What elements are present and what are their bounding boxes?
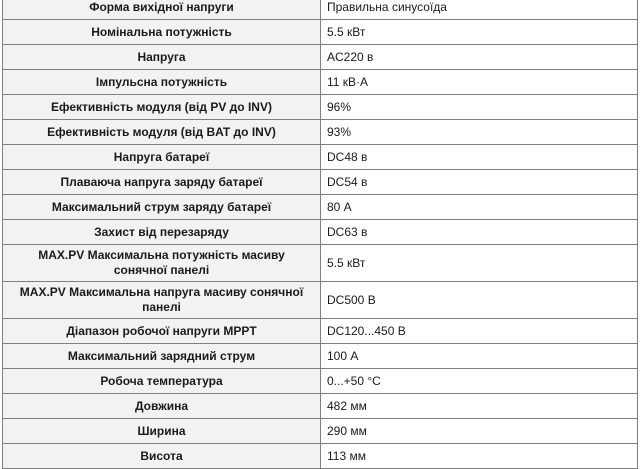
spec-value: 11 кВ·А (321, 70, 638, 95)
table-row (3, 0, 638, 20)
table-row (3, 95, 638, 120)
spec-value: 93% (321, 120, 638, 145)
table-row (3, 419, 638, 444)
table-row (3, 220, 638, 245)
table-row (3, 145, 638, 170)
spec-value: 100 А (321, 344, 638, 369)
table-row (3, 245, 638, 282)
spec-value: DC63 в (321, 220, 638, 245)
table-row (3, 444, 638, 469)
table-row (3, 319, 638, 344)
spec-label: Номінальна потужність (3, 20, 321, 45)
spec-value: 482 мм (321, 394, 638, 419)
spec-label: Ефективність модуля (від PV до INV) (3, 95, 321, 120)
spec-label: Ефективність модуля (від BAT до INV) (3, 120, 321, 145)
spec-value: 113 мм (321, 444, 638, 469)
spec-value: 290 мм (321, 419, 638, 444)
table-row (3, 369, 638, 394)
spec-value: 80 А (321, 195, 638, 220)
spec-label: Напруга (3, 45, 321, 70)
spec-value: Правильна синусоїда (321, 0, 638, 20)
spec-value: AC220 в (321, 45, 638, 70)
table-row (3, 170, 638, 195)
spec-value: DC500 В (321, 282, 638, 319)
spec-label: Імпульсна потужність (3, 70, 321, 95)
table-row (3, 394, 638, 419)
table-row (3, 344, 638, 369)
spec-value: DC120...450 В (321, 319, 638, 344)
spec-value: 5.5 кВт (321, 245, 638, 282)
spec-label: Захист від перезаряду (3, 220, 321, 245)
spec-value: DC54 в (321, 170, 638, 195)
table-row (3, 120, 638, 145)
table-row (3, 45, 638, 70)
spec-label: Напруга батареї (3, 145, 321, 170)
spec-value: DC48 в (321, 145, 638, 170)
spec-label: Максимальний зарядний струм (3, 344, 321, 369)
spec-label: Форма вихідної напруги (3, 0, 321, 20)
table-row (3, 282, 638, 319)
spec-label: Висота (3, 444, 321, 469)
spec-label: Робоча температура (3, 369, 321, 394)
table-row (3, 20, 638, 45)
spec-value: 96% (321, 95, 638, 120)
spec-label: Довжина (3, 394, 321, 419)
spec-label: Плаваюча напруга заряду батареї (3, 170, 321, 195)
spec-value: 5.5 кВт (321, 20, 638, 45)
spec-label: Максимальний струм заряду батареї (3, 195, 321, 220)
spec-label: Діапазон робочої напруги MPPT (3, 319, 321, 344)
spec-label: MAX.PV Максимальна напруга масиву сонячної панелі (3, 282, 321, 319)
table-row (3, 195, 638, 220)
spec-label: Ширина (3, 419, 321, 444)
spec-label: MAX.PV Максимальна потужність масиву сонячної панелі (3, 245, 321, 282)
spec-table (2, 0, 638, 469)
table-row (3, 70, 638, 95)
spec-value: 0...+50 °C (321, 369, 638, 394)
